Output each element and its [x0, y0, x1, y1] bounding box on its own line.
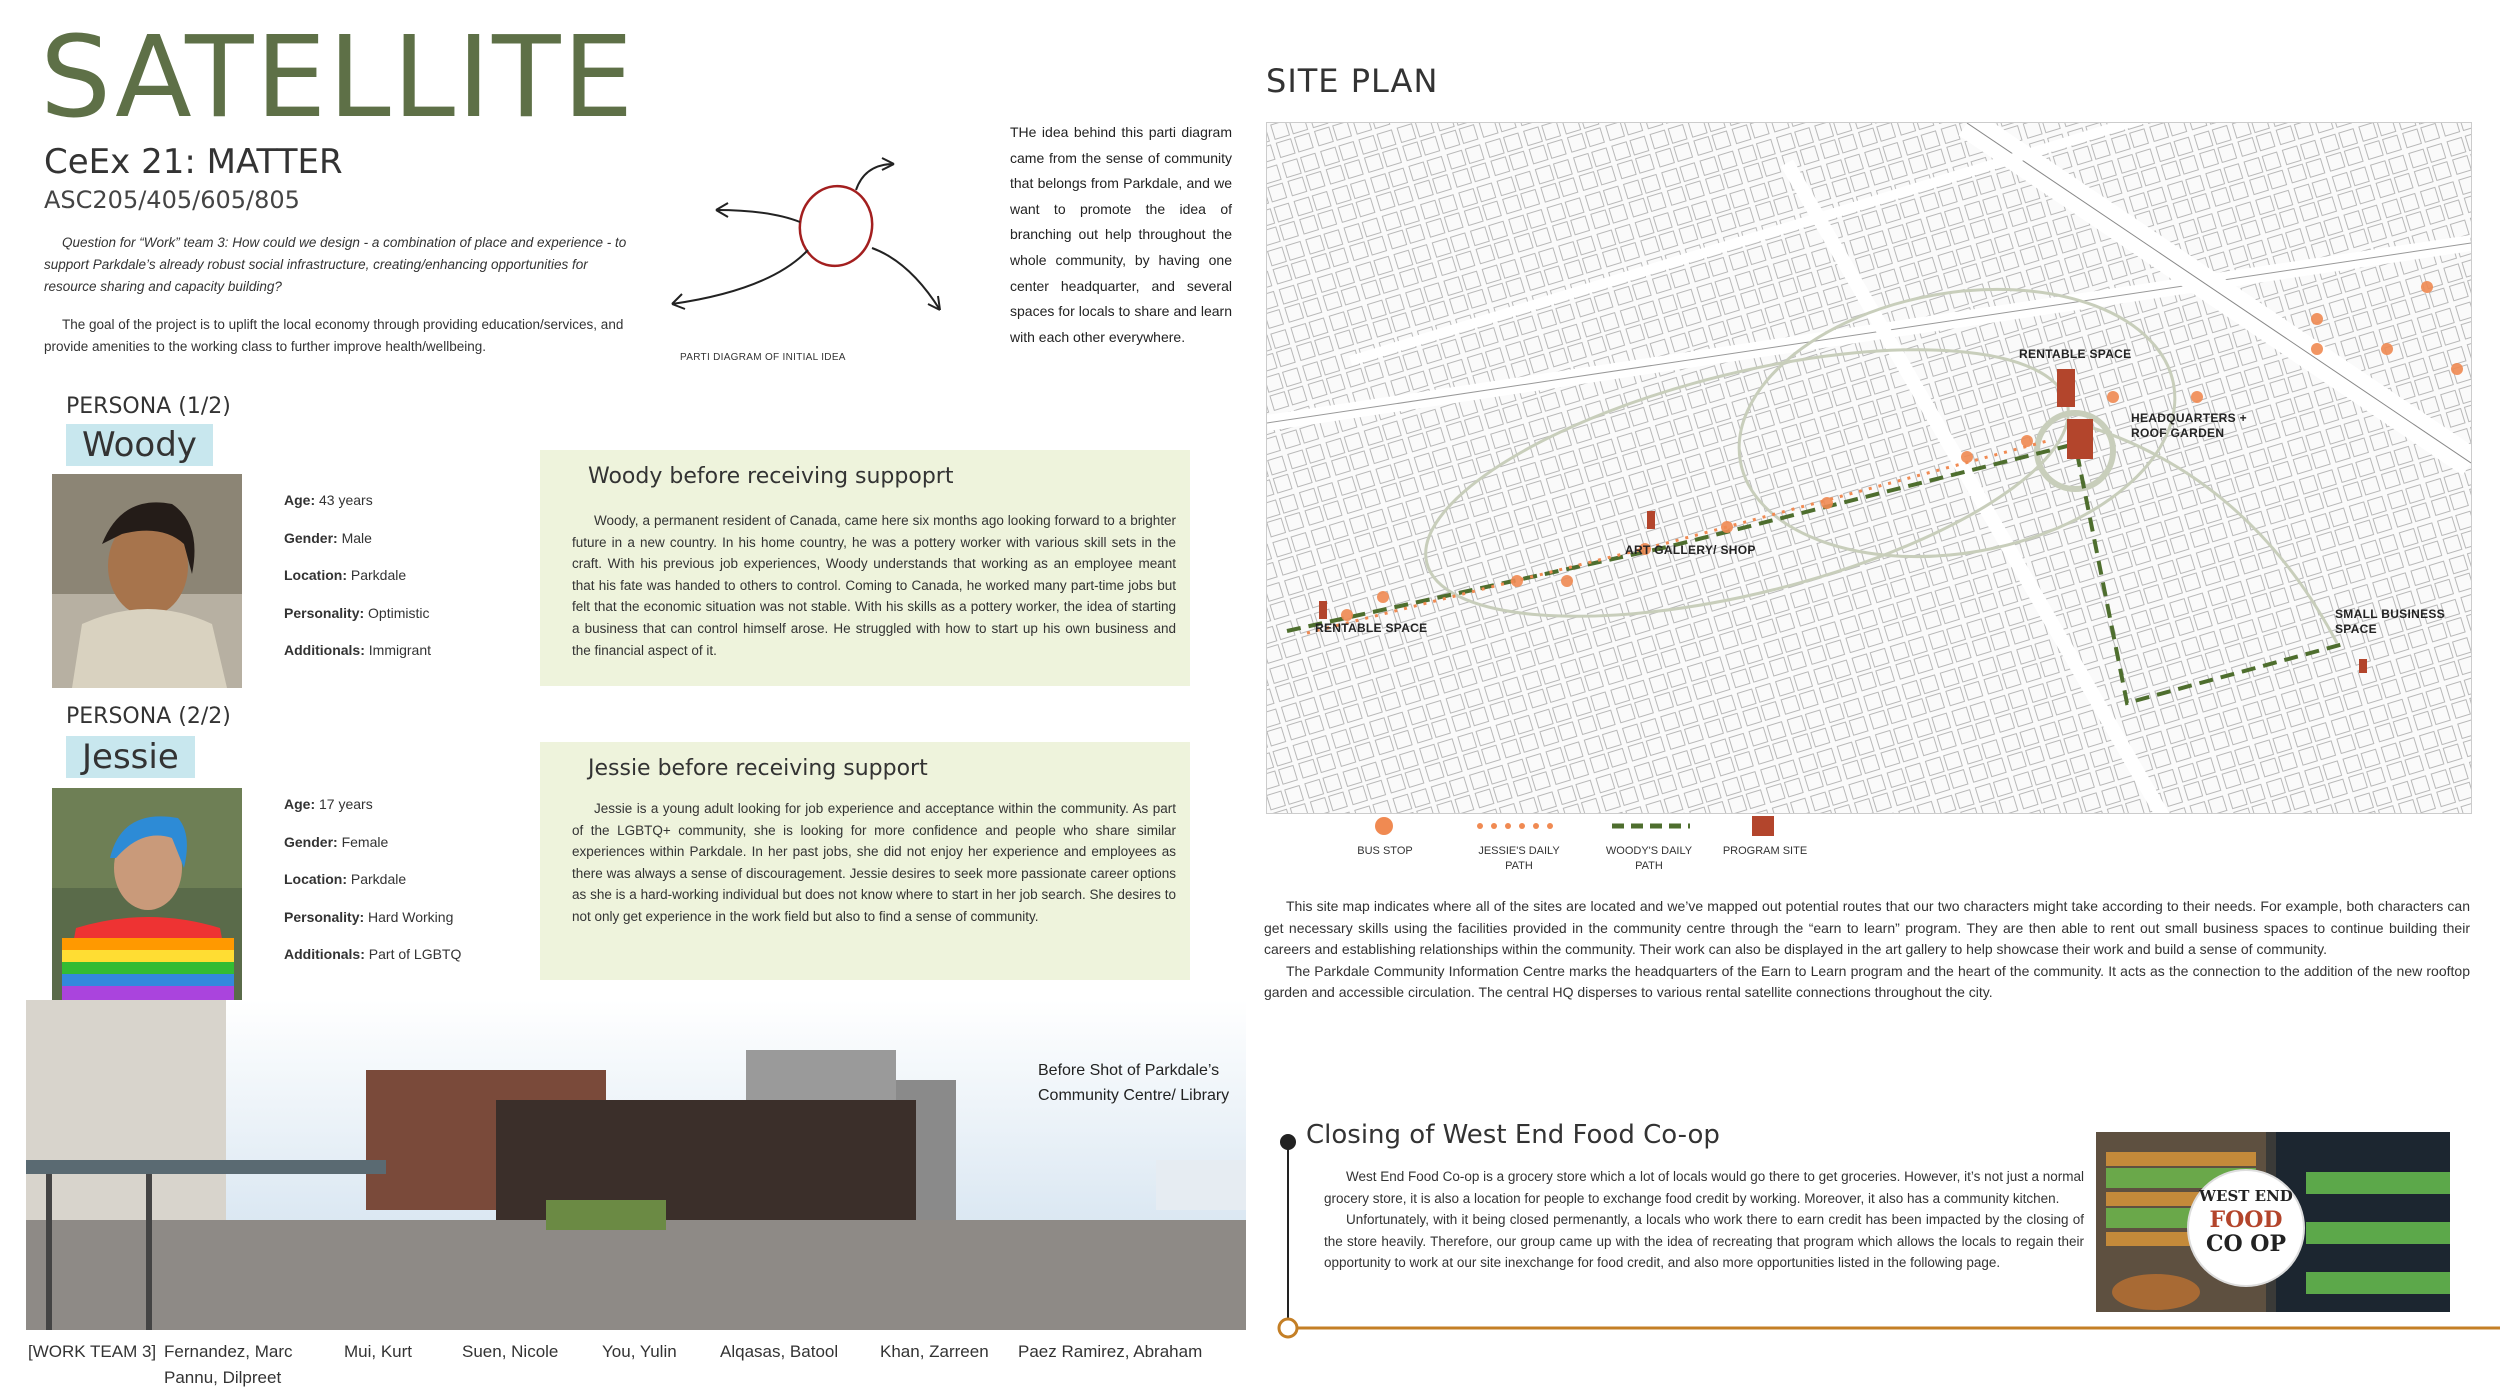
attribute-row: Gender: Female	[284, 833, 389, 850]
coop-heading: Closing of West End Food Co-op	[1306, 1120, 1720, 1150]
label-art-gallery: ART GALLERY/ SHOP	[1625, 543, 1756, 557]
label-small-business: SMALL BUSINESS SPACE	[2335, 607, 2445, 636]
attribute-row: Personality: Optimistic	[284, 604, 430, 621]
team-member: Suen, Nicole	[462, 1342, 559, 1361]
label-headquarters: HEADQUARTERS + ROOF GARDEN	[2131, 411, 2247, 440]
legend-program-site: PROGRAM SITE	[1722, 845, 1808, 857]
team-member: Fernandez, Marc	[164, 1342, 293, 1361]
persona-2-name: Jessie	[66, 736, 195, 778]
project-goal: The goal of the project is to uplift the local economy through providing education/services, and provide amenities to the working class to further improve health/wellbeing.	[44, 317, 624, 354]
woody-story-title: Woody before receiving suppoprt	[588, 464, 954, 489]
team-member: Khan, Zarreen	[880, 1342, 989, 1361]
jessie-story-card	[540, 742, 1190, 980]
team-member: Mui, Kurt	[344, 1342, 413, 1361]
jessie-story-title: Jessie before receiving support	[588, 756, 928, 781]
legend-jessie-path: JESSIE'S DAILY PATH	[1478, 845, 1560, 872]
team-member: You, Yulin	[602, 1342, 677, 1361]
persona-1-heading: PERSONA (1/2)	[66, 394, 231, 419]
legend-bus-stop: BUS STOP	[1357, 845, 1413, 857]
bus-stop-symbol	[1375, 817, 1393, 835]
label-rentable-space-top: RENTABLE SPACE	[2019, 347, 2132, 361]
attribute-row: Location: Parkdale	[284, 871, 407, 887]
site-plan-map	[1266, 122, 2472, 814]
label-rentable-space-left: RENTABLE SPACE	[1315, 621, 1428, 635]
attribute-row: Gender: Male	[284, 529, 372, 546]
parti-description: THe idea behind this parti diagram came from the sense of community that belongs from Parkdale, and we want to promote the idea of branching out help throughout the whole community, by having one center headquarter, and several spaces for locals to share and learn with each other everywhere.	[1010, 124, 1232, 345]
attribute-row: Age: 43 years	[284, 492, 373, 508]
site-plan-description: This site map indicates where all of the sites are located and we’ve mapped out potential routes that our two characters might take according to their needs. For example, both characters can get necessary skills using the facilities provided in the community centre through the “earn to learn” program. They are then able to rent out small business spaces to continue building their careers and establishing relationships within the community. Their work can also be displayed in the art gallery to help showcase their work and build a sense of community. The Parkdale Community Information Centre marks the headquarters of the Earn to Learn program and the heart of the community. It acts as the connection to the addition of the new rooftop garden and accessible circulation. The central HQ disperses to various rental satellite connections throughout the city.	[1264, 898, 2470, 1001]
attribute-row: Additionals: Immigrant	[284, 642, 432, 658]
parti-diagram	[660, 150, 960, 350]
site-plan-heading: SITE PLAN	[1266, 62, 1439, 100]
woody-photo	[52, 474, 242, 688]
photo-caption: Before Shot of Parkdale’s Community Centre/ Library	[1038, 1062, 1230, 1104]
attribute-row: Location: Parkdale	[284, 567, 407, 583]
team-member: Alqasas, Batool	[720, 1342, 839, 1361]
persona-2-heading: PERSONA (2/2)	[66, 704, 231, 729]
attribute-row: Age: 17 years	[284, 796, 373, 812]
jessie-photo	[52, 788, 242, 1002]
site-plan-legend-symbols	[1360, 812, 1820, 838]
team-member: Pannu, Dilpreet	[164, 1368, 282, 1387]
attribute-row: Additionals: Part of LGBTQ	[284, 946, 462, 962]
parti-label: PARTI DIAGRAM OF INITIAL IDEA	[680, 352, 846, 363]
site-plan-drawing	[1267, 123, 2471, 813]
coop-logo-text: WEST END FOOD CO OP	[2199, 1187, 2293, 1257]
design-question: Question for “Work” team 3: How could we design - a combination of place and experience - to support Parkdale’s already robust social infrastructure, creating/enhancing opportunities for resource sharing and capacity building?	[44, 235, 627, 294]
woody-story-card	[540, 450, 1190, 686]
project-title: SATELLITE	[40, 13, 636, 143]
project-subtitle: CeEx 21: MATTER	[44, 142, 343, 182]
team-member: Paez Ramirez, Abraham	[1018, 1342, 1203, 1361]
program-site-symbol	[1752, 816, 1774, 836]
woody-story-text: Woody, a permanent resident of Canada, came here six months ago looking forward to a brighter future in a new country. In his home country, he was a pottery worker with various skill sets in the craft. With his previous job experiences, Woody understands that working as an employee meant that his fate was handed to others to control. Coming to Canada, he worked many part-time jobs but felt that the economic situation was not stable. With his skills as a pottery worker, the idea of starting a business that can control himself arose. He struggled with how to start up his own business and the financial aspect of it.	[572, 513, 1176, 658]
persona-1-name: Woody	[66, 424, 213, 466]
community-centre-photo	[26, 1000, 1246, 1330]
jessie-story-text: Jessie is a young adult looking for job experience and acceptance within the community. As part of the LGBTQ+ community, she is looking for more confidence and people who share similar experiences within Parkdale. In her past jobs, she did not enjoy her experience and employees as there was always a sense of discouragement. Jessie desires to seek more passionate career options as she is a hard-working individual but does not know where to start in her job search. She desires to not only get experience in the work field but also to find a sense of community.	[572, 801, 1176, 924]
course-codes: ASC205/405/605/805	[44, 186, 300, 214]
coop-photo	[2096, 1132, 2450, 1312]
legend-woody-path: WOODY'S DAILY PATH	[1605, 845, 1693, 872]
persona-2-attributes	[284, 786, 461, 974]
attribute-row: Personality: Hard Working	[284, 908, 454, 925]
team-label: [WORK TEAM 3]	[28, 1342, 157, 1361]
jessie-path-symbol	[1477, 823, 1553, 829]
persona-1-attributes	[284, 482, 431, 670]
coop-description: West End Food Co-op is a grocery store which a lot of locals would go there to get groceries. However, it’s not just a normal grocery store, it is also a location for people to exchange food credit by working. Moreover, it also has a community kitchen. Unfortunately, with it being closed permenantly, a locals who work there to earn credit has been impacted by the closing of the store heavily. Therefore, our group came up with the idea of recreating that program which allows the locals to regain their opportunity to work at our site inexchange for food credit, and also more opportunities listed in the following page.	[1324, 1169, 2084, 1271]
